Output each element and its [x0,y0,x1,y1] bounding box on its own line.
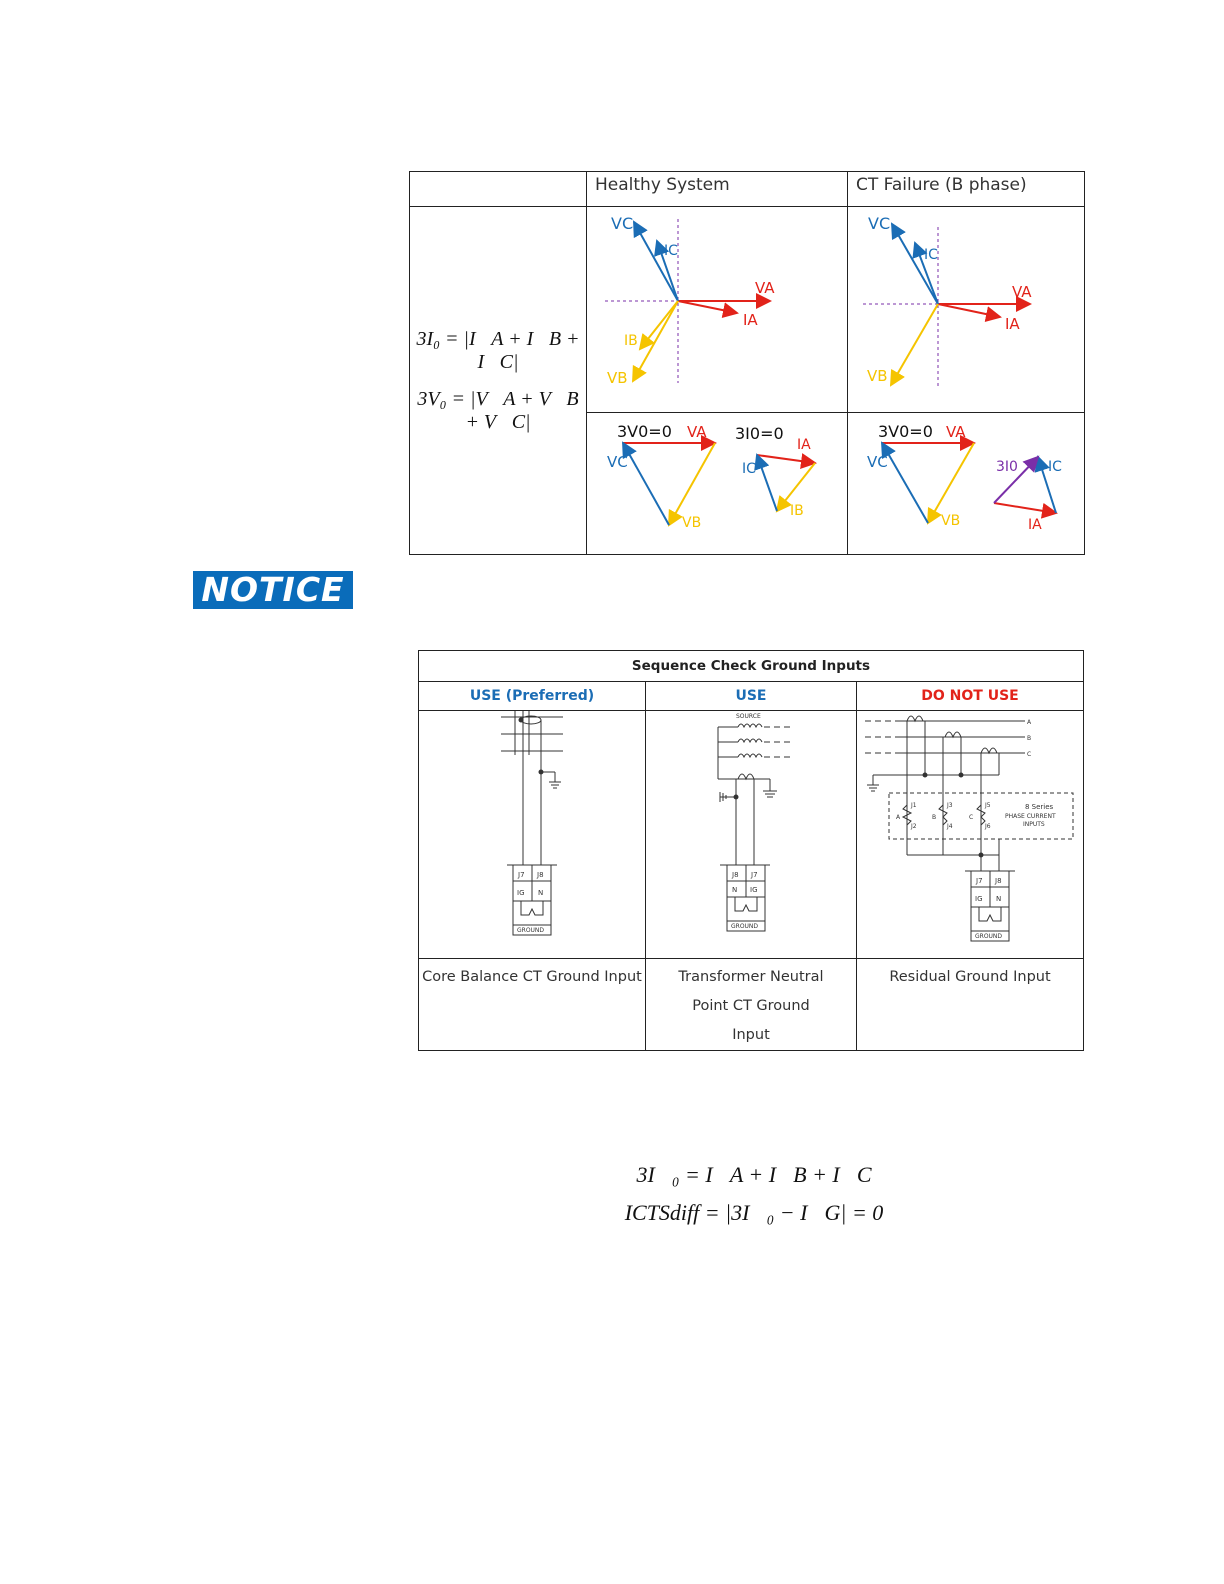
ia-vector [994,503,1056,513]
ct-failure-phasor-diagram [848,207,1084,407]
j8-label: J8 [995,877,1002,885]
ia-label: IA [1028,517,1042,533]
vc-phasor [892,224,938,304]
vb-vector [928,443,974,523]
residual-ground-diagram [857,711,1083,953]
vb-label: VB [941,513,961,529]
notice-badge [193,571,353,609]
phase-b-label: B [1027,735,1032,742]
ib-label: IB [624,333,638,349]
vc-label: VC [867,453,888,471]
ct-failure-triangle-cell [848,413,1085,555]
ia-vector [757,455,815,463]
n-label: N [996,895,1002,903]
zero-seq-sum-equation: 3I⃗₀ = I⃗A + I⃗B + I⃗C [636,1162,872,1187]
vc-label: VC [607,453,628,471]
phase-c-label: C [1027,751,1032,758]
caption-transformer-neutral: Transformer Neutral Point CT Ground Input [646,959,857,1051]
n-label: N [732,886,738,894]
j6-label: J6 [985,823,991,830]
j7-label: J7 [518,871,525,879]
v0-zero-label: 3V0=0 [617,422,672,441]
ground-label: GROUND [975,933,1003,940]
vb-vector [669,443,715,525]
input-a-label: A [896,814,901,821]
n-label: N [538,889,544,897]
transformer-neutral-diagram-cell [646,711,857,959]
i0-zero-label: 3I0=0 [735,424,784,443]
j4-label: J4 [947,823,953,830]
ct-failure-phasor-cell [848,207,1085,413]
ig-label: IG [517,889,525,897]
col-use-preferred: USE (Preferred) [419,682,646,711]
ib-label: IB [790,503,804,519]
ground-label: GROUND [731,923,759,930]
j8-label: J8 [732,871,739,879]
vc-label: VC [868,214,891,233]
va-label: VA [1012,283,1032,301]
input-c-label: C [969,814,974,821]
ic-label: IC [1048,459,1062,475]
vc-phasor [634,222,678,301]
vc-vector [882,443,928,523]
v0-zero-label: 3V0=0 [878,422,933,441]
ct-failure-triangle-diagram [848,413,1084,549]
vc-label: VC [611,214,634,233]
ia-label: IA [1005,315,1020,333]
core-balance-ct-diagram [419,711,645,953]
vb-label: VB [682,515,702,531]
equation-cell [410,207,587,555]
table1-header-healthy: Healthy System [587,172,848,207]
ib-phasor [640,301,678,349]
ig-label: IG [750,886,758,894]
phase-current-label: PHASE CURRENT [1005,813,1056,820]
phase-a-label: A [1027,719,1032,726]
source-label: SOURCE [736,713,761,720]
healthy-triangle-cell [587,413,848,555]
ia-label: IA [743,311,758,329]
col-do-not-use: DO NOT USE [857,682,1084,711]
ic-label: IC [742,461,756,477]
ia-label: IA [797,437,811,453]
j1-label: J1 [911,802,917,809]
notice-label: NOTICE [201,570,345,609]
vb-phasor [891,304,938,385]
ia-phasor [938,304,1000,317]
ground-inputs-title: Sequence Check Ground Inputs [419,651,1084,682]
va-label: VA [687,423,707,441]
ia-phasor [678,301,737,313]
i0-label: 3I0 [996,459,1018,475]
zero-seq-voltage-equation: 3V₀ = |V⃗A + V⃗B + V⃗C| [417,387,579,433]
j2-label: J2 [911,823,917,830]
residual-ground-diagram-cell [857,711,1084,959]
healthy-triangle-diagram [587,413,834,549]
inputs-label: INPUTS [1023,821,1045,828]
j8-label: J8 [537,871,544,879]
caption-core-balance: Core Balance CT Ground Input [419,959,646,1051]
sequence-comparison-table [409,171,1085,555]
col-use: USE [646,682,857,711]
input-b-label: B [932,814,937,821]
table1-header-ct-failure: CT Failure (B phase) [848,172,1085,207]
vb-label: VB [607,369,628,387]
ground-inputs-table [418,650,1084,1051]
core-balance-diagram-cell [419,711,646,959]
caption-residual-ground: Residual Ground Input [857,959,1084,1051]
vb-phasor [633,301,678,381]
ct-diff-equation: ICTSdiff = |3I⃗₀ − I⃗G| = 0 [624,1200,884,1225]
zero-seq-current-equation: 3I₀ = |I⃗A + I⃗B + I⃗C| [416,327,580,373]
vc-vector [623,443,669,525]
ic-label: IC [664,243,678,259]
va-label: VA [755,279,775,297]
ic-vector [757,455,777,511]
table1-header-empty [410,172,587,207]
j7-label: J7 [976,877,983,885]
vb-label: VB [867,367,888,385]
ig-label: IG [975,895,983,903]
transformer-neutral-ct-diagram [646,711,856,953]
healthy-phasor-diagram [587,207,834,407]
series-label: 8 Series [1025,803,1054,811]
healthy-phasor-cell [587,207,848,413]
va-label: VA [946,423,966,441]
ground-label: GROUND [517,927,545,934]
j5-label: J5 [985,802,991,809]
j7-label: J7 [751,871,758,879]
j3-label: J3 [947,802,953,809]
ic-label: IC [924,247,938,263]
